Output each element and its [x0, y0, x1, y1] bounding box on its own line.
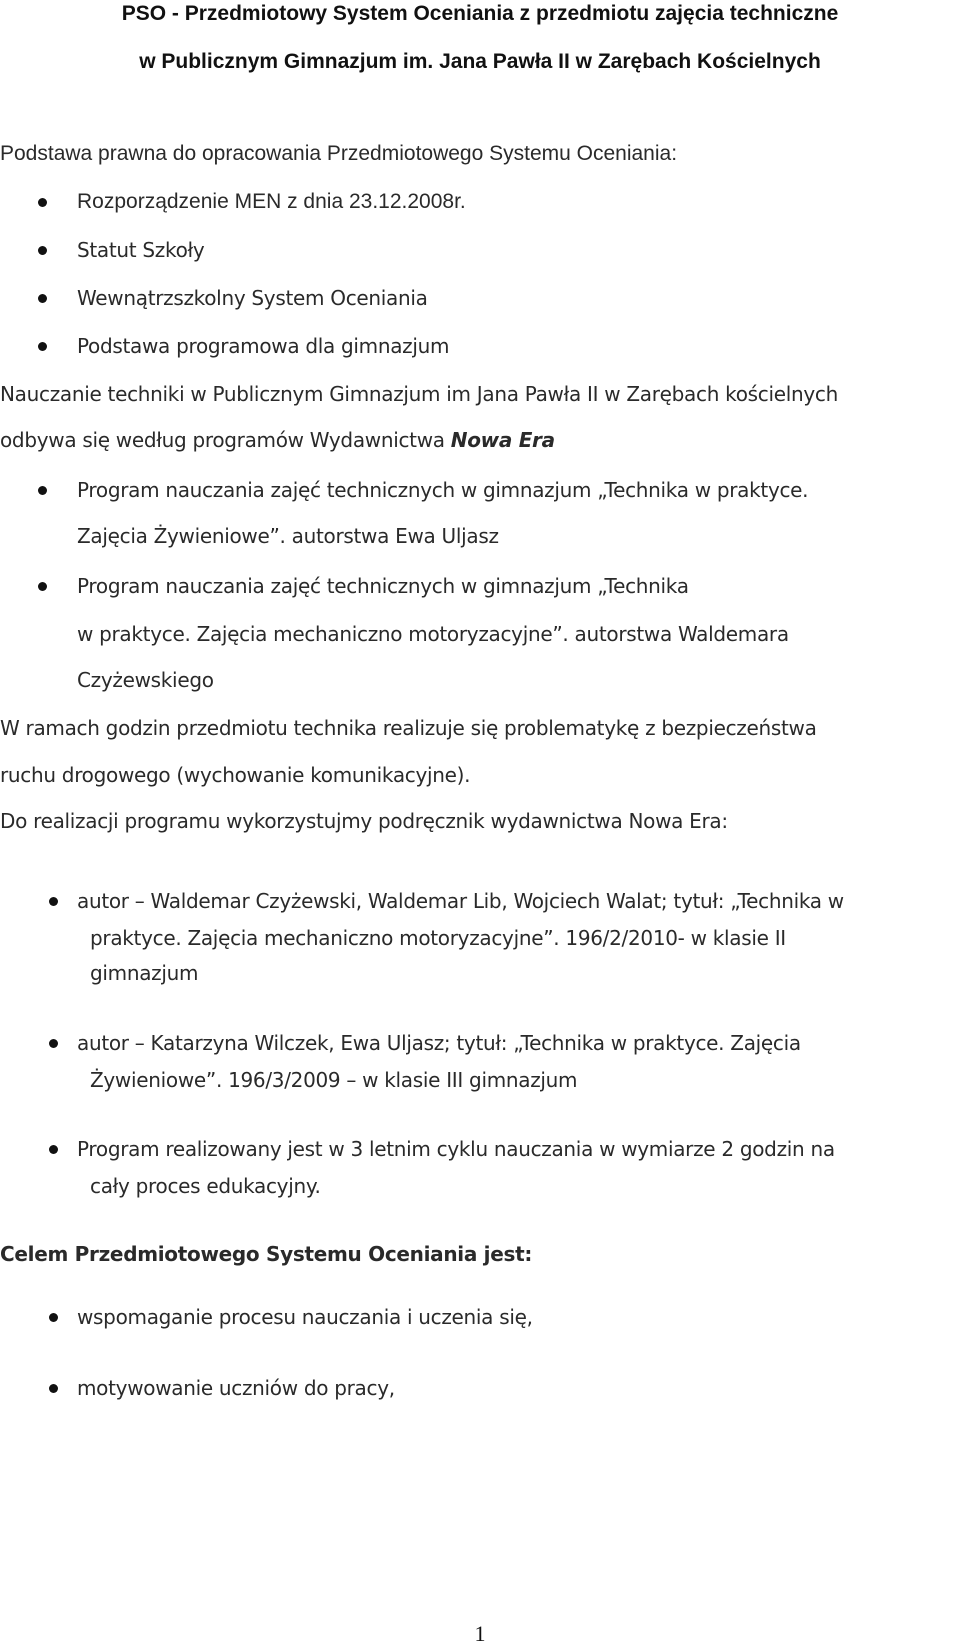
textbook-item-1-line-3: gimnazjum — [90, 961, 199, 985]
textbook-item-2-line-1: autor – Katarzyna Wilczek, Ewa Uljasz; tytuł: „Technika w praktyce. Zajęcia — [77, 1031, 801, 1055]
legal-basis-item: Statut Szkoły — [77, 238, 205, 262]
bullet-icon — [49, 897, 58, 906]
teaching-paragraph-line-1: Nauczanie techniki w Publicznym Gimnazjum im Jana Pawła II w Zarębach kościelnych — [0, 382, 838, 406]
bullet-icon — [38, 486, 47, 495]
goals-heading: Celem Przedmiotowego Systemu Oceniania jest: — [0, 1242, 533, 1266]
program-item-2-line-3: Czyżewskiego — [77, 668, 214, 692]
page-number: 1 — [474, 1621, 486, 1646]
bullet-icon — [38, 342, 47, 351]
bullet-icon — [49, 1039, 58, 1048]
document-title-line-2: w Publicznym Gimnazjum im. Jana Pawła II w Zarębach Kościelnych — [139, 50, 821, 73]
textbook-heading: Do realizacji programu wykorzystujmy podręcznik wydawnictwa Nowa Era: — [0, 809, 728, 833]
textbook-item-1-line-1: autor – Waldemar Czyżewski, Waldemar Lib, Wojciech Walat; tytuł: „Technika w — [77, 889, 844, 913]
bullet-icon — [49, 1384, 58, 1393]
bullet-icon — [38, 294, 47, 303]
program-item-2-line-1: Program nauczania zajęć technicznych w gimnazjum „Technika — [77, 574, 689, 598]
program-item-1-line-1: Program nauczania zajęć technicznych w gimnazjum „Technika w praktyce. — [77, 478, 809, 502]
safety-paragraph-line-2: ruchu drogowego (wychowanie komunikacyjne). — [0, 763, 471, 787]
textbook-item-3-line-1: Program realizowany jest w 3 letnim cyklu nauczania w wymiarze 2 godzin na — [77, 1137, 835, 1161]
document-title-line-1: PSO - Przedmiotowy System Oceniania z przedmiotu zajęcia techniczne — [121, 2, 839, 25]
legal-basis-heading: Podstawa prawna do opracowania Przedmiotowego Systemu Oceniania: — [0, 142, 678, 165]
goal-item: motywowanie uczniów do pracy, — [77, 1376, 395, 1400]
bullet-icon — [38, 246, 47, 255]
publisher-name-emphasis: Nowa Era — [450, 428, 555, 452]
textbook-item-3-line-2: cały proces edukacyjny. — [90, 1174, 321, 1198]
program-item-2-line-2: w praktyce. Zajęcia mechaniczno motoryzacyjne”. autorstwa Waldemara — [77, 622, 789, 646]
legal-basis-item: Wewnątrzszkolny System Oceniania — [77, 286, 428, 310]
program-item-1-line-2: Zajęcia Żywieniowe”. autorstwa Ewa Uljasz — [77, 524, 499, 548]
bullet-icon — [49, 1145, 58, 1154]
bullet-icon — [38, 198, 47, 207]
bullet-icon — [49, 1313, 58, 1322]
goal-item: wspomaganie procesu nauczania i uczenia się, — [77, 1305, 533, 1329]
textbook-item-1-line-2: praktyce. Zajęcia mechaniczno motoryzacyjne”. 196/2/2010- w klasie II — [90, 926, 786, 950]
legal-basis-item: Podstawa programowa dla gimnazjum — [77, 334, 450, 358]
safety-paragraph-line-1: W ramach godzin przedmiotu technika realizuje się problematykę z bezpieczeństwa — [0, 716, 817, 740]
bullet-icon — [38, 582, 47, 591]
textbook-item-2-line-2: Żywieniowe”. 196/3/2009 – w klasie III gimnazjum — [90, 1068, 578, 1092]
teaching-paragraph-text: odbywa się według programów Wydawnictwa — [0, 428, 451, 452]
teaching-paragraph-line-2 — [0, 426, 555, 454]
legal-basis-item: Rozporządzenie MEN z dnia 23.12.2008r. — [77, 190, 466, 213]
